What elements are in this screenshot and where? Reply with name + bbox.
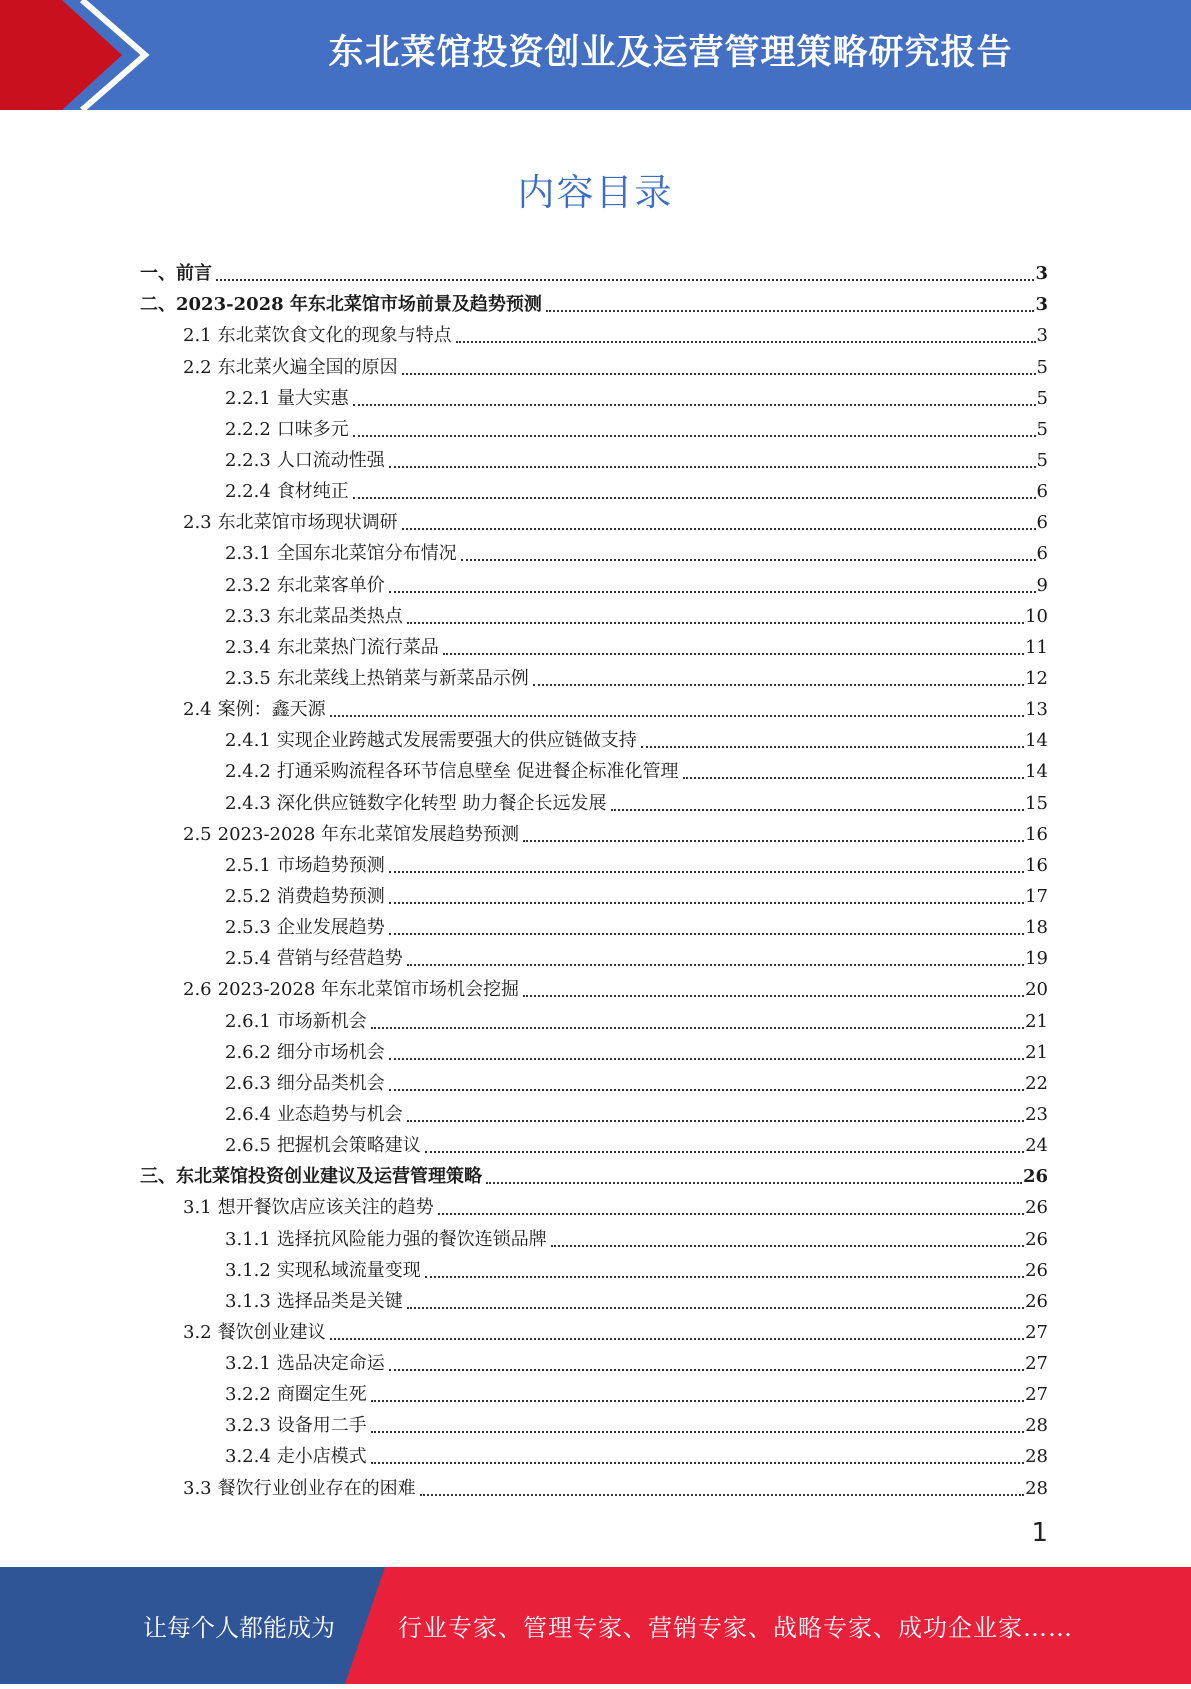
toc-entry-title: 实现私域流量变现 — [276, 1259, 421, 1281]
toc-entry-page: 5 — [1036, 356, 1048, 378]
toc-entry[interactable] — [140, 1001, 1048, 1032]
toc-entry-page: 23 — [1025, 1103, 1048, 1125]
toc-entry[interactable] — [140, 908, 1048, 939]
toc-entry-number: 2.3.1 — [225, 543, 271, 565]
toc-entry-number: 2.5.3 — [225, 917, 271, 939]
toc-entry-number: 3.1 — [183, 1197, 212, 1219]
toc-dot-leader — [438, 1203, 1024, 1215]
toc-dot-leader — [425, 1141, 1024, 1153]
toc-entry-page: 27 — [1025, 1321, 1048, 1343]
toc-entry-page: 3 — [1036, 325, 1048, 347]
toc-entry[interactable] — [140, 1219, 1048, 1250]
toc-entry-page: 16 — [1025, 854, 1048, 876]
toc-entry-number: 2.3.2 — [225, 574, 271, 596]
page-header — [0, 0, 1191, 110]
toc-entry[interactable] — [140, 1126, 1048, 1157]
toc-entry-title: 想开餐饮店应该关注的趋势 — [217, 1197, 434, 1219]
toc-entry-page: 6 — [1036, 512, 1048, 534]
toc-entry-title: 全国东北菜馆分布情况 — [276, 543, 457, 565]
toc-entry-title: 企业发展趋势 — [276, 917, 385, 939]
toc-dot-leader — [353, 425, 1036, 437]
toc-entry[interactable] — [140, 410, 1048, 441]
toc-dot-leader — [330, 705, 1024, 717]
toc-entry-page: 6 — [1036, 543, 1048, 565]
toc-entry-title: 市场新机会 — [276, 1010, 367, 1032]
toc-entry[interactable] — [140, 1468, 1048, 1499]
toc-dot-leader — [523, 830, 1024, 842]
toc-dot-leader — [407, 612, 1024, 624]
toc-entry-title: 餐饮行业创业存在的困难 — [217, 1477, 416, 1499]
toc-entry-title: 商圈定生死 — [276, 1384, 367, 1406]
toc-entry[interactable] — [140, 565, 1048, 596]
toc-entry-title: 东北菜馆市场现状调研 — [217, 512, 398, 534]
toc-entry-page: 18 — [1025, 917, 1048, 939]
toc-dot-leader — [371, 1452, 1024, 1464]
toc-entry-number: 2.2.2 — [225, 418, 271, 440]
toc-entry-number: 2.6 — [183, 979, 212, 1001]
toc-entry-title: 打通采购流程各环节信息壁垒 促进餐企标准化管理 — [276, 761, 679, 783]
toc-entry-page: 10 — [1025, 605, 1048, 627]
toc-entry-page: 15 — [1025, 792, 1048, 814]
toc-entry-number: 3.1.3 — [225, 1290, 271, 1312]
toc-entry[interactable] — [140, 721, 1048, 752]
toc-entry-title: 三、东北菜馆投资创业建议及运营管理策略 — [140, 1166, 482, 1188]
toc-entry-number: 2.6.4 — [225, 1103, 271, 1125]
toc-entry-page: 21 — [1025, 1010, 1048, 1032]
toc-dot-leader — [407, 1297, 1024, 1309]
toc-dot-leader — [389, 923, 1024, 935]
toc-entry-title: 市场趋势预测 — [276, 854, 385, 876]
toc-entry-title: 把握机会策略建议 — [276, 1135, 421, 1157]
toc-entry-page: 21 — [1025, 1041, 1048, 1063]
toc-entry-page: 9 — [1036, 574, 1048, 596]
toc-entry-page: 20 — [1025, 979, 1048, 1001]
toc-entry[interactable] — [140, 597, 1048, 628]
toc-entry-number: 3.1.2 — [225, 1259, 271, 1281]
page-number: 1 — [1031, 1518, 1048, 1548]
toc-entry-number: 2.5.4 — [225, 948, 271, 970]
toc-entry[interactable] — [140, 970, 1048, 1001]
toc-entry-title: 东北菜火遍全国的原因 — [217, 356, 398, 378]
toc-dot-leader — [533, 674, 1024, 686]
toc-dot-leader — [353, 487, 1036, 499]
toc-entry-title: 选品决定命运 — [276, 1353, 385, 1375]
toc-entry-title: 东北菜客单价 — [276, 574, 385, 596]
toc-entry[interactable] — [140, 1313, 1048, 1344]
toc-entry-page: 27 — [1025, 1384, 1048, 1406]
toc-entry-number: 2.2.3 — [225, 449, 271, 471]
toc-entry[interactable] — [140, 752, 1048, 783]
toc-dot-leader — [461, 549, 1036, 561]
toc-entry[interactable] — [140, 503, 1048, 534]
toc-entry[interactable] — [140, 254, 1048, 285]
toc-dot-leader — [389, 861, 1024, 873]
toc-entry-number: 3.1.1 — [225, 1228, 271, 1250]
toc-entry-page: 5 — [1036, 387, 1048, 409]
toc-entry-title: 口味多元 — [276, 418, 349, 440]
toc-entry-page: 27 — [1025, 1353, 1048, 1375]
toc-entry-number: 3.2.4 — [225, 1446, 271, 1468]
toc-entry-number: 2.4 — [183, 699, 212, 721]
toc-entry-title: 细分品类机会 — [276, 1072, 385, 1094]
toc-dot-leader — [371, 1390, 1024, 1402]
toc-entry-page: 16 — [1025, 823, 1048, 845]
toc-dot-leader — [611, 799, 1025, 811]
toc-entry-number: 2.4.2 — [225, 761, 271, 783]
toc-entry[interactable] — [140, 285, 1048, 316]
toc-dot-leader — [551, 1235, 1024, 1247]
toc-dot-leader — [389, 1359, 1024, 1371]
toc-entry-number: 2.1 — [183, 325, 212, 347]
report-title: 东北菜馆投资创业及运营管理策略研究报告 — [328, 33, 1013, 73]
toc-entry-page: 13 — [1025, 699, 1048, 721]
toc-dot-leader — [546, 300, 1035, 312]
toc-entry[interactable] — [140, 1188, 1048, 1219]
toc-entry[interactable] — [140, 815, 1048, 846]
toc-entry-number: 3.2.2 — [225, 1384, 271, 1406]
toc-entry-title: 一、前言 — [140, 263, 212, 285]
toc-entry-page: 3 — [1035, 294, 1048, 316]
table-of-contents — [140, 254, 1048, 1500]
toc-entry-title: 消费趋势预测 — [276, 885, 385, 907]
toc-entry[interactable] — [140, 379, 1048, 410]
toc-dot-leader — [389, 456, 1036, 468]
toc-entry-page: 11 — [1025, 636, 1048, 658]
toc-dot-leader — [683, 767, 1025, 779]
toc-entry-title: 二、2023-2028 年东北菜馆市场前景及趋势预测 — [140, 294, 542, 316]
toc-entry-page: 5 — [1036, 418, 1048, 440]
toc-entry-number: 2.6.1 — [225, 1010, 271, 1032]
toc-entry-number: 2.5.1 — [225, 854, 271, 876]
toc-entry[interactable] — [140, 472, 1048, 503]
toc-entry-page: 26 — [1022, 1166, 1048, 1188]
toc-entry[interactable] — [140, 690, 1048, 721]
toc-entry-page: 3 — [1035, 263, 1048, 285]
toc-entry[interactable] — [140, 628, 1048, 659]
toc-entry[interactable] — [140, 846, 1048, 877]
toc-entry-page: 5 — [1036, 449, 1048, 471]
toc-entry-number: 2.5 — [183, 823, 212, 845]
toc-entry-number: 3.2.1 — [225, 1353, 271, 1375]
toc-entry-title: 业态趋势与机会 — [276, 1103, 403, 1125]
toc-entry-number: 2.5.2 — [225, 885, 271, 907]
toc-entry-number: 2.6.2 — [225, 1041, 271, 1063]
toc-entry[interactable] — [140, 1033, 1048, 1064]
toc-entry-page: 26 — [1025, 1290, 1048, 1312]
toc-entry-title: 2023-2028 年东北菜馆发展趋势预测 — [217, 823, 520, 845]
toc-entry-title: 东北菜品类热点 — [276, 605, 403, 627]
toc-dot-leader — [330, 1328, 1024, 1340]
page-footer — [0, 1567, 1191, 1684]
toc-entry[interactable] — [140, 316, 1048, 347]
toc-entry-page: 26 — [1025, 1197, 1048, 1219]
toc-entry-number: 3.3 — [183, 1477, 212, 1499]
toc-dot-leader — [389, 581, 1036, 593]
toc-dot-leader — [353, 394, 1036, 406]
toc-entry-title: 营销与经营趋势 — [276, 948, 403, 970]
toc-entry[interactable] — [140, 1375, 1048, 1406]
toc-dot-leader — [443, 643, 1024, 655]
toc-entry[interactable] — [140, 1064, 1048, 1095]
toc-entry-title: 深化供应链数字化转型 助力餐企长远发展 — [276, 792, 607, 814]
toc-entry-page: 28 — [1025, 1446, 1048, 1468]
toc-entry[interactable] — [140, 534, 1048, 565]
toc-entry-title: 人口流动性强 — [276, 449, 385, 471]
toc-entry[interactable] — [140, 1282, 1048, 1313]
toc-entry-page: 24 — [1025, 1135, 1048, 1157]
toc-entry-number: 2.2.1 — [225, 387, 271, 409]
toc-entry-number: 2.3 — [183, 512, 212, 534]
toc-entry-page: 26 — [1025, 1228, 1048, 1250]
toc-dot-leader — [425, 1266, 1024, 1278]
toc-dot-leader — [402, 518, 1036, 530]
toc-entry-title: 东北菜热门流行菜品 — [276, 636, 439, 658]
toc-dot-leader — [389, 1048, 1024, 1060]
toc-dot-leader — [486, 1172, 1022, 1184]
toc-entry-page: 19 — [1025, 948, 1048, 970]
toc-dot-leader — [216, 269, 1034, 281]
toc-dot-leader — [402, 363, 1036, 375]
toc-entry[interactable] — [140, 877, 1048, 908]
toc-entry[interactable] — [140, 1251, 1048, 1282]
toc-entry-title: 选择抗风险能力强的餐饮连锁品牌 — [276, 1228, 547, 1250]
toc-entry-title: 设备用二手 — [276, 1415, 367, 1437]
toc-entry[interactable] — [140, 939, 1048, 970]
toc-entry-number: 2.4.3 — [225, 792, 271, 814]
toc-dot-leader — [407, 954, 1024, 966]
toc-dot-leader — [456, 331, 1036, 343]
toc-entry-title: 2023-2028 年东北菜馆市场机会挖掘 — [217, 979, 520, 1001]
toc-entry-title: 餐饮创业建议 — [217, 1321, 326, 1343]
toc-entry-number: 2.4.1 — [225, 730, 271, 752]
toc-entry-number: 2.3.3 — [225, 605, 271, 627]
toc-entry-number: 2.6.3 — [225, 1072, 271, 1094]
toc-dot-leader — [389, 892, 1024, 904]
toc-entry-number: 2.2 — [183, 356, 212, 378]
toc-entry[interactable] — [140, 1157, 1048, 1188]
toc-entry[interactable] — [140, 1437, 1048, 1468]
toc-entry[interactable] — [140, 659, 1048, 690]
toc-entry[interactable] — [140, 441, 1048, 472]
toc-entry-page: 14 — [1025, 761, 1048, 783]
toc-entry-page: 28 — [1025, 1415, 1048, 1437]
toc-entry-title: 细分市场机会 — [276, 1041, 385, 1063]
toc-entry[interactable] — [140, 1406, 1048, 1437]
toc-entry-title: 走小店模式 — [276, 1446, 367, 1468]
toc-entry-number: 2.3.4 — [225, 636, 271, 658]
toc-entry-title: 选择品类是关键 — [276, 1290, 403, 1312]
toc-entry-number: 3.2.3 — [225, 1415, 271, 1437]
toc-dot-leader — [523, 985, 1024, 997]
toc-entry-title: 实现企业跨越式发展需要强大的供应链做支持 — [276, 730, 637, 752]
footer-slogan-right: 行业专家、管理专家、营销专家、战略专家、成功企业家…… — [398, 1614, 1073, 1642]
toc-dot-leader — [407, 1110, 1024, 1122]
toc-dot-leader — [389, 1079, 1024, 1091]
toc-entry-page: 22 — [1025, 1072, 1048, 1094]
toc-dot-leader — [420, 1484, 1024, 1496]
footer-slogan-left: 让每个人都能成为 — [143, 1614, 335, 1642]
toc-entry-number: 3.2 — [183, 1321, 212, 1343]
toc-dot-leader — [641, 736, 1024, 748]
toc-entry-title: 案例：鑫天源 — [217, 699, 326, 721]
toc-entry-number: 2.6.5 — [225, 1135, 271, 1157]
toc-entry-title: 东北菜饮食文化的现象与特点 — [217, 325, 452, 347]
toc-dot-leader — [371, 1017, 1024, 1029]
toc-entry-page: 28 — [1025, 1477, 1048, 1499]
toc-entry-page: 14 — [1025, 730, 1048, 752]
toc-entry-title: 量大实惠 — [276, 387, 349, 409]
toc-entry[interactable] — [140, 1095, 1048, 1126]
toc-entry[interactable] — [140, 1344, 1048, 1375]
toc-entry-title: 东北菜线上热销菜与新菜品示例 — [276, 667, 529, 689]
toc-entry-page: 12 — [1025, 667, 1048, 689]
toc-entry-title: 食材纯正 — [276, 481, 349, 503]
toc-entry[interactable] — [140, 347, 1048, 378]
toc-entry-page: 6 — [1036, 481, 1048, 503]
toc-heading: 内容目录 — [517, 171, 674, 214]
toc-entry-number: 2.2.4 — [225, 481, 271, 503]
toc-entry-number: 2.3.5 — [225, 667, 271, 689]
toc-entry[interactable] — [140, 783, 1048, 814]
toc-entry-page: 26 — [1025, 1259, 1048, 1281]
toc-entry-page: 17 — [1025, 885, 1048, 907]
toc-dot-leader — [371, 1421, 1024, 1433]
